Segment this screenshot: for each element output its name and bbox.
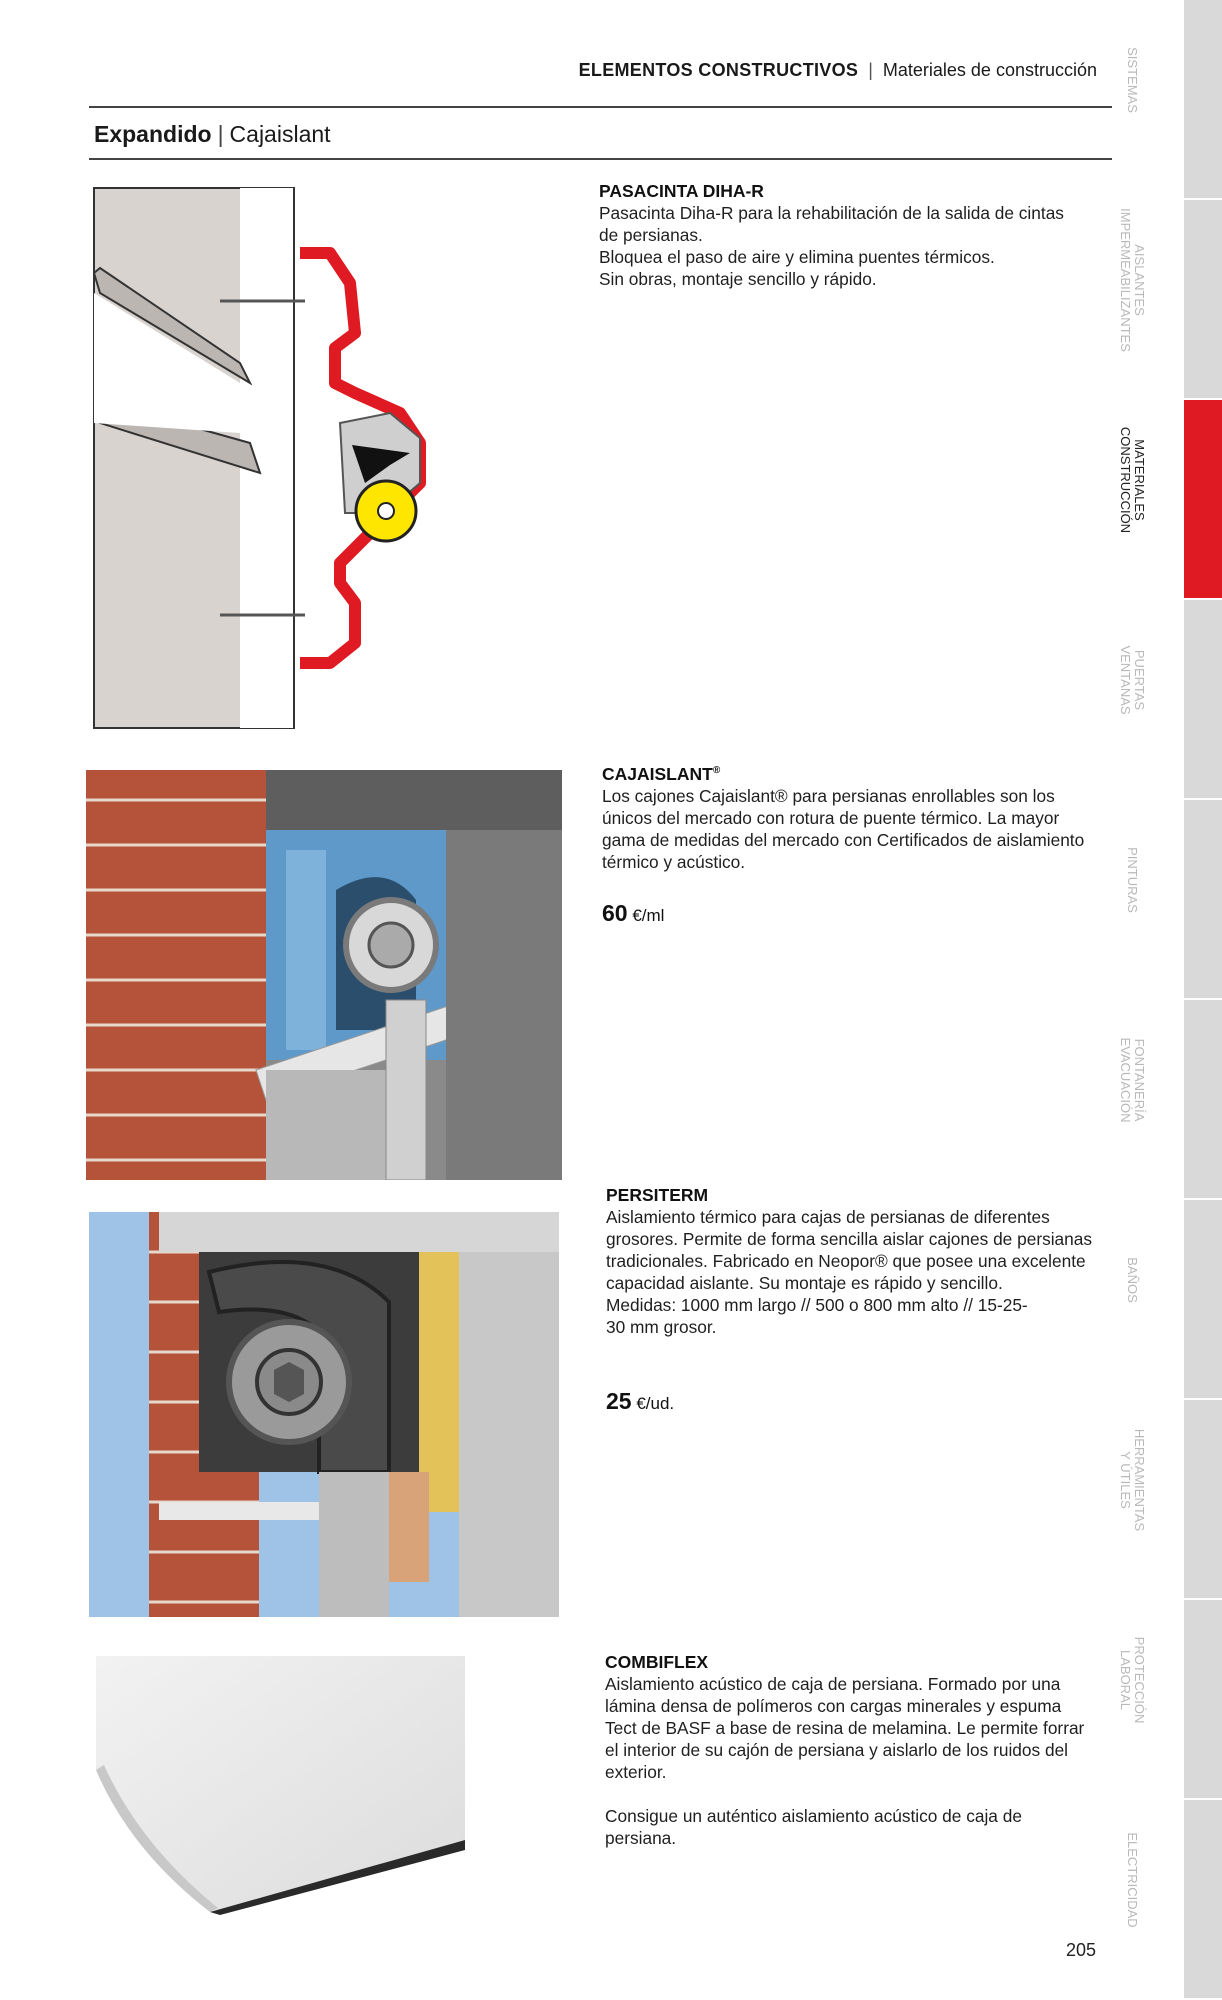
side-tab-label <box>1112 190 1152 370</box>
side-tab-label <box>1112 990 1152 1170</box>
product-desc-line: Bloquea el paso de aire y elimina puentes térmicos. <box>599 247 995 267</box>
combiflex-photo <box>90 1650 470 1915</box>
side-tab-label-line: PUERTAS <box>1132 649 1147 711</box>
section-rule <box>89 158 1112 160</box>
product-desc-line: exterior. <box>605 1762 667 1782</box>
product-desc-line: grosores. Permite de forma sencilla aislar cajones de persianas <box>606 1229 1093 1249</box>
product-desc-line: Pasacinta Diha-R para la rehabilitación de la salida de cintas <box>599 203 1064 223</box>
side-tab-label-line: BAÑOS <box>1125 1257 1140 1303</box>
header-category: ELEMENTOS CONSTRUCTIVOS <box>578 60 859 80</box>
side-tab-label <box>1112 1590 1152 1770</box>
running-header <box>579 60 1097 81</box>
product-desc-line: de persianas. <box>599 225 703 245</box>
product-desc-line: Sin obras, montaje sencillo y rápido. <box>599 269 877 289</box>
side-tab-label-line: LABORAL <box>1118 1650 1133 1710</box>
side-tab-label <box>1112 0 1152 170</box>
side-tab-label <box>1112 590 1152 770</box>
side-tab-label-line: SISTEMAS <box>1125 47 1140 113</box>
product-name: CAJAISLANT® <box>602 764 721 784</box>
header-separator: | <box>868 60 873 80</box>
side-tab[interactable] <box>1184 1600 1222 1798</box>
side-tab[interactable] <box>1184 1800 1222 1998</box>
side-tab[interactable] <box>1184 800 1222 998</box>
product-desc-line: Medidas: 1000 mm largo // 500 o 800 mm alto // 15-25- <box>606 1295 1028 1315</box>
side-tabs <box>1184 0 1222 2000</box>
side-tab-label <box>1112 1790 1152 1970</box>
product-desc-line: capacidad aislante. Su montaje es rápido y sencillo. <box>606 1273 1003 1293</box>
side-tab[interactable] <box>1184 1200 1222 1398</box>
side-tab-label-line: VENTANAS <box>1118 645 1133 715</box>
header-rule <box>89 106 1112 108</box>
section-title-main: Expandido <box>94 121 212 147</box>
price-value: 25 <box>606 1388 632 1414</box>
product-desc-line: persiana. <box>605 1828 677 1848</box>
product-desc-line: Los cajones Cajaislant® para persianas enrollables son los <box>602 786 1055 806</box>
side-tab[interactable] <box>1184 1400 1222 1598</box>
section-title <box>94 121 331 148</box>
product-desc-line: térmico y acústico. <box>602 852 746 872</box>
price-persiterm <box>606 1388 674 1415</box>
side-tab-label <box>1112 1390 1152 1570</box>
section-separator: | <box>217 121 224 147</box>
product-name: PASACINTA DIHA-R <box>599 181 764 201</box>
product-desc-line: gama de medidas del mercado con Certificados de aislamiento <box>602 830 1085 850</box>
section-subtitle: Cajaislant <box>229 121 331 147</box>
product-desc-line: lámina densa de polímeros con cargas minerales y espuma <box>605 1696 1062 1716</box>
side-tab-label-line: IMPERMEABILIZANTES <box>1118 208 1133 352</box>
product-persiterm <box>606 1184 1106 1338</box>
cajaislant-photo <box>86 770 562 1180</box>
side-tab-label-line: ELECTRICIDAD <box>1125 1832 1140 1928</box>
product-desc-line: Aislamiento térmico para cajas de persianas de diferentes <box>606 1207 1050 1227</box>
product-desc-line: Consigue un auténtico aislamiento acústico de caja de <box>605 1806 1022 1826</box>
side-tab-label-line: EVACUACIÓN <box>1118 1037 1133 1123</box>
product-name: PERSITERM <box>606 1185 709 1205</box>
product-desc-line: únicos del mercado con rotura de puente térmico. La mayor <box>602 808 1060 828</box>
side-tab[interactable] <box>1184 200 1222 398</box>
side-tab-label <box>1112 1190 1152 1370</box>
header-subcategory: Materiales de construcción <box>882 60 1097 80</box>
side-tab[interactable] <box>1184 1000 1222 1198</box>
side-tab-label-line: HERRAMIENTAS <box>1132 1428 1147 1532</box>
side-tab-label <box>1112 390 1152 570</box>
side-tab-label <box>1112 790 1152 970</box>
product-name: COMBIFLEX <box>605 1652 709 1672</box>
product-desc-line: tradicionales. Fabricado en Neopor® que posee una excelente <box>606 1251 1086 1271</box>
side-tab[interactable] <box>1184 400 1222 598</box>
product-cajaislant <box>602 763 1102 873</box>
product-desc-line: Aislamiento acústico de caja de persiana. Formado por una <box>605 1674 1061 1694</box>
side-tab-label-line: CONSTRUCCIÓN <box>1118 426 1133 534</box>
side-tab-label-line: MATERIALES <box>1132 439 1147 521</box>
product-desc-line: Tect de BASF a base de resina de melamina. Le permite forrar <box>605 1718 1085 1738</box>
product-combiflex <box>605 1651 1105 1849</box>
pasacinta-diagram <box>90 183 462 748</box>
price-unit: €/ml <box>632 906 665 925</box>
side-tab-label-line: Y ÚTILES <box>1118 1451 1133 1509</box>
side-tab-label-line: FONTANERÍA <box>1132 1038 1147 1122</box>
price-value: 60 <box>602 900 628 926</box>
registered-mark: ® <box>712 765 721 777</box>
side-tab[interactable] <box>1184 600 1222 798</box>
product-desc-line: el interior de su cajón de persiana y aislarlo de los ruidos del <box>605 1740 1069 1760</box>
product-pasacinta <box>599 180 1099 290</box>
price-cajaislant <box>602 900 664 927</box>
side-tab[interactable] <box>1184 0 1222 198</box>
page-number: 205 <box>1066 1940 1097 1960</box>
side-tab-label-line: PROTECCIÓN <box>1132 1636 1147 1724</box>
product-desc-gap <box>605 1783 1105 1805</box>
price-unit: €/ud. <box>636 1394 675 1413</box>
product-desc-line: 30 mm grosor. <box>606 1317 717 1337</box>
persiterm-photo <box>89 1212 559 1617</box>
side-tab-label-line: PINTURAS <box>1125 847 1140 913</box>
side-tab-label-line: AISLANTES <box>1132 244 1147 316</box>
